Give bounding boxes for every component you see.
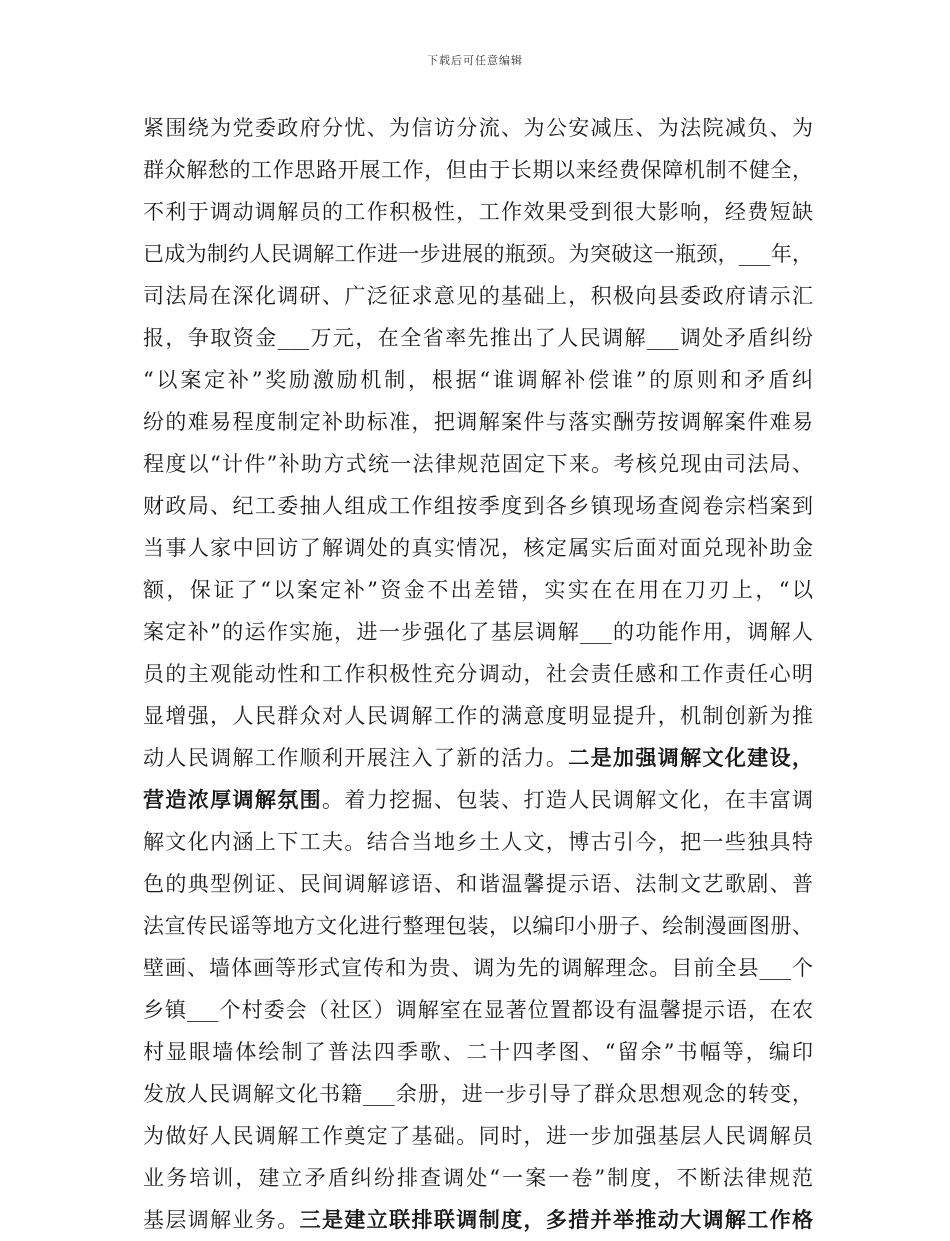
text-segment: 群众解愁的工作思路开展工作，但由于长期以来经费保障机制不健全， xyxy=(143,158,813,182)
text-segment: 不利于调动调解员的工作积极性，工作效果受到很大影响，经费短缺 xyxy=(143,200,813,224)
text-segment: 案定补”的运作实施，进一步强化了基层调解___的功能作用，调解人 xyxy=(143,620,813,644)
paragraph-line xyxy=(143,1073,813,1115)
paragraph-line xyxy=(143,779,813,821)
paragraph-line xyxy=(143,1157,813,1199)
text-segment: 业务培训，建立矛盾纠纷排查调处“一案一卷”制度，不断法律规范 xyxy=(143,1166,813,1190)
paragraph-line xyxy=(143,653,813,695)
bold-text-segment: 二是加强调解文化建设， xyxy=(568,745,814,770)
paragraph-line xyxy=(143,485,813,527)
text-segment: 色的典型例证、民间调解谚语、和谐温馨提示语、法制文艺歌剧、普 xyxy=(143,872,813,896)
paragraph-line xyxy=(143,275,813,317)
paragraph-line xyxy=(143,191,813,233)
text-segment: 法宣传民谣等地方文化进行整理包装，以编印小册子、绘制漫画图册、 xyxy=(143,914,813,938)
paragraph-line xyxy=(143,359,813,401)
paragraph-line xyxy=(143,317,813,359)
text-segment: 乡镇___个村委会（社区）调解室在显著位置都设有温馨提示语，在农 xyxy=(143,998,813,1022)
text-segment: 财政局、纪工委抽人组成工作组按季度到各乡镇现场查阅卷宗档案到 xyxy=(143,494,813,518)
text-segment: 显增强，人民群众对人民调解工作的满意度明显提升，机制创新为推 xyxy=(143,704,813,728)
paragraph-line xyxy=(143,149,813,191)
text-segment: 程度以“计件”补助方式统一法律规范固定下来。考核兑现由司法局、 xyxy=(143,452,813,476)
text-segment: 当事人家中回访了解调处的真实情况，核定属实后面对面兑现补助金 xyxy=(143,536,813,560)
text-segment: 报，争取资金___万元，在全省率先推出了人民调解___调处矛盾纠纷 xyxy=(143,326,813,350)
paragraph-line xyxy=(143,695,813,737)
text-segment: 动人民调解工作顺利开展注入了新的活力。 xyxy=(143,746,569,770)
paragraph-line xyxy=(143,233,813,275)
page-header: 下载后可任意编辑 xyxy=(427,54,523,67)
paragraph-line xyxy=(143,821,813,863)
text-segment: 额，保证了“以案定补”资金不出差错，实实在在用在刀刃上，“以 xyxy=(143,578,813,602)
paragraph-line xyxy=(143,1199,813,1241)
text-segment: 已成为制约人民调解工作进一步进展的瓶颈。为突破这一瓶颈，___年， xyxy=(143,242,813,266)
text-segment: 紧围绕为党委政府分忧、为信访分流、为公安减压、为法院减负、为 xyxy=(143,116,813,140)
text-segment: 员的主观能动性和工作积极性充分调动，社会责任感和工作责任心明 xyxy=(143,662,813,686)
text-segment: 基层调解业务。 xyxy=(143,1208,300,1232)
paragraph-line xyxy=(143,1031,813,1073)
bold-text-segment: 营造浓厚调解氛围 xyxy=(143,787,323,812)
text-segment: 发放人民调解文化书籍___余册，进一步引导了群众思想观念的转变， xyxy=(143,1082,813,1106)
document-body xyxy=(143,107,813,1241)
text-segment: 解文化内涵上下工夫。结合当地乡土人文，博古引今，把一些独具特 xyxy=(143,830,813,854)
paragraph-line xyxy=(143,1115,813,1157)
paragraph-line xyxy=(143,905,813,947)
paragraph-line xyxy=(143,947,813,989)
paragraph-line xyxy=(143,443,813,485)
paragraph-line xyxy=(143,737,813,779)
paragraph-line xyxy=(143,569,813,611)
paragraph-line xyxy=(143,863,813,905)
paragraph-line xyxy=(143,401,813,443)
text-segment: 司法局在深化调研、广泛征求意见的基础上，积极向县委政府请示汇 xyxy=(143,284,813,308)
bold-text-segment: 三是建立联排联调制度，多措并举推动大调解工作格 xyxy=(299,1207,813,1232)
paragraph-line xyxy=(143,611,813,653)
paragraph-line xyxy=(143,107,813,149)
paragraph-line xyxy=(143,989,813,1031)
text-segment: 。着力挖掘、包装、打造人民调解文化，在丰富调 xyxy=(322,788,814,812)
text-segment: 纷的难易程度制定补助标准，把调解案件与落实酬劳按调解案件难易 xyxy=(143,410,813,434)
text-segment: 为做好人民调解工作奠定了基础。同时，进一步加强基层人民调解员 xyxy=(143,1124,813,1148)
paragraph-line xyxy=(143,527,813,569)
text-segment: 村显眼墙体绘制了普法四季歌、二十四孝图、“留余”书幅等，编印 xyxy=(143,1040,813,1064)
text-segment: “以案定补”奖励激励机制，根据“谁调解补偿谁”的原则和矛盾纠 xyxy=(143,368,813,392)
text-segment: 壁画、墙体画等形式宣传和为贵、调为先的调解理念。目前全县___个 xyxy=(143,956,813,980)
